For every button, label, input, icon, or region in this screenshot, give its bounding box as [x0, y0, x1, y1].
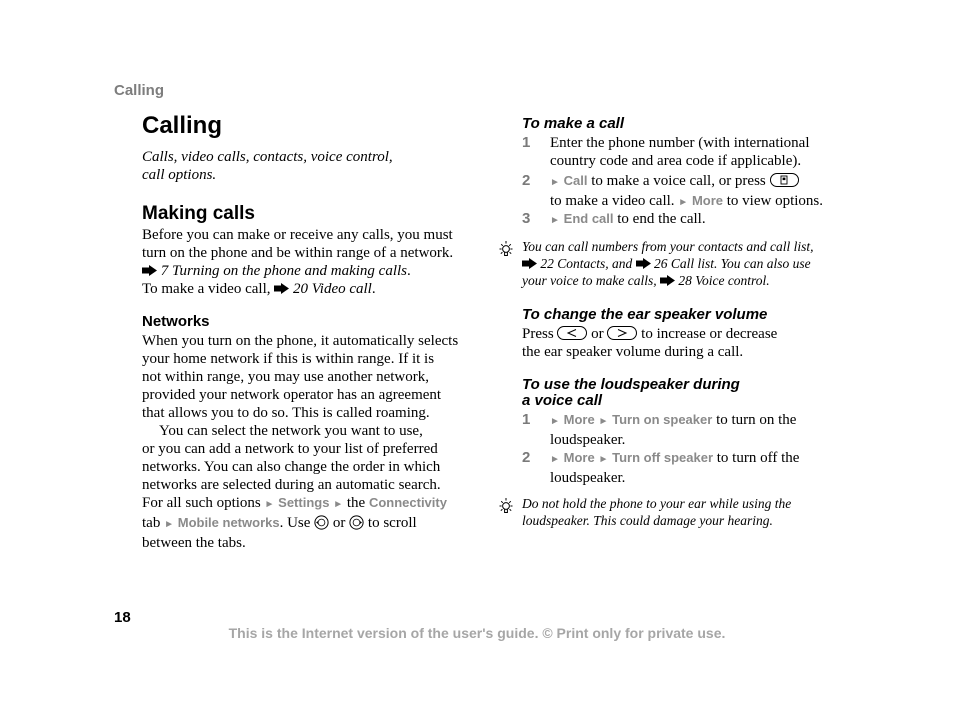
step-text	[550, 210, 850, 230]
heading-line: To use the loudspeaker during	[522, 376, 740, 393]
text-line: country code and area code if applicable).	[550, 153, 802, 169]
menu-path-arrow-icon: ►	[333, 499, 344, 510]
text-line: between the tabs.	[142, 535, 246, 551]
tip-lightbulb-icon	[497, 240, 515, 260]
text-span: to scroll	[367, 515, 417, 531]
text-line	[550, 192, 850, 212]
menu-item-turn-off-speaker: Turn off speaker	[612, 450, 714, 465]
menu-path-arrow-icon: ►	[598, 416, 609, 427]
text-line: To make a video call, 20 Video call.	[142, 281, 376, 297]
page-number: 18	[114, 609, 131, 626]
menu-item-more: More	[563, 450, 595, 465]
menu-item-end-call: End call	[563, 211, 614, 226]
text-span: You can select the network you want to use,	[159, 423, 423, 439]
step-text	[550, 134, 850, 170]
menu-path-arrow-icon: ►	[550, 177, 560, 188]
text-span: to increase or decrease	[641, 326, 778, 342]
text-line: provided your network operator has an agreement	[142, 387, 442, 403]
menu-path-arrow-icon: ►	[550, 215, 560, 226]
step-number: 1	[522, 134, 531, 151]
text-span: or	[591, 326, 604, 342]
tip-note	[522, 238, 862, 289]
section-heading-making-calls: Making calls	[142, 203, 255, 224]
subsection-heading-networks: Networks	[142, 313, 210, 330]
cross-reference[interactable]: 7 Turning on the phone and making calls.	[142, 262, 482, 280]
navigation-key-right-icon	[349, 515, 364, 530]
procedure-heading-make-call: To make a call	[522, 115, 624, 132]
reference-arrow-icon	[142, 265, 157, 276]
text-line	[550, 172, 850, 192]
text-line: turn on the phone and be within range of a network.	[142, 245, 454, 261]
reference-text[interactable]: 22 Contacts, and	[540, 256, 633, 271]
menu-path-arrow-icon: ►	[264, 499, 275, 510]
text-line: that allows you to do so. This is called roaming.	[142, 405, 430, 421]
menu-item-turn-on-speaker: Turn on speaker	[612, 412, 713, 427]
text-line: not within range, you may use another network,	[142, 369, 430, 385]
menu-path-arrow-icon: ►	[164, 519, 174, 530]
reference-arrow-icon	[274, 283, 289, 294]
text-span: or	[332, 515, 346, 531]
video-call-prefix: To make a video call,	[142, 281, 271, 297]
reference-text[interactable]: 28 Voice control.	[678, 273, 770, 288]
text-span: tab	[142, 515, 161, 531]
reference-text[interactable]: 26 Call list. You can also use	[654, 256, 811, 271]
menu-item-more: More	[691, 193, 724, 208]
text-span: Press	[522, 326, 554, 342]
text-line: your home network if this is within range. If it is	[142, 351, 435, 367]
text-line: networks are selected during an automatic search.	[142, 477, 441, 493]
text-line: networks. You can also change the order in which	[142, 459, 441, 475]
menu-path-arrow-icon: ►	[678, 197, 689, 208]
text-line	[142, 514, 482, 534]
menu-item-more: More	[563, 412, 595, 427]
heading-line: a voice call	[522, 392, 603, 409]
text-line: Do not hold the phone to your ear while using the	[522, 496, 792, 511]
menu-path-arrow-icon: ►	[598, 454, 609, 465]
text-line: loudspeaker. This could damage your hearing.	[522, 513, 773, 528]
text-span: to view options.	[726, 193, 824, 209]
text-span: to turn on the	[716, 412, 797, 428]
step-text	[550, 172, 850, 212]
text-span: your voice to make calls,	[522, 273, 657, 288]
text-line	[522, 272, 862, 289]
video-call-key-icon	[770, 173, 799, 187]
text-span: to make a video call.	[550, 193, 675, 209]
text-line	[550, 449, 850, 469]
menu-path-arrow-icon: ►	[550, 454, 560, 465]
footer-notice: This is the Internet version of the user's guide. © Print only for private use.	[228, 625, 726, 641]
menu-item-call: Call	[563, 173, 588, 188]
text-line: Enter the phone number (with international	[550, 135, 810, 151]
reference-arrow-icon	[636, 258, 651, 269]
ear-volume-text	[522, 325, 862, 361]
procedure-heading-loudspeaker	[522, 377, 740, 409]
text-line	[522, 325, 862, 343]
reference-text: 7 Turning on the phone and making calls	[160, 263, 407, 279]
text-span: . Use	[279, 515, 311, 531]
procedure-heading-ear-volume: To change the ear speaker volume	[522, 306, 768, 323]
text-line: loudspeaker.	[550, 432, 626, 448]
making-calls-text	[142, 226, 482, 298]
navigation-key-left-icon	[314, 515, 329, 530]
menu-item-settings: Settings	[278, 495, 330, 510]
menu-path-arrow-icon: ►	[550, 416, 560, 427]
reference-arrow-icon	[660, 275, 675, 286]
chapter-summary	[142, 148, 442, 184]
text-line: loudspeaker.	[550, 470, 626, 486]
text-line: When you turn on the phone, it automatically selects	[142, 333, 459, 349]
volume-down-key-icon	[557, 326, 587, 340]
menu-item-mobile-networks: Mobile networks	[177, 515, 280, 530]
text-line	[142, 422, 482, 440]
tip-note	[522, 495, 862, 529]
networks-text	[142, 332, 482, 552]
text-line	[142, 494, 482, 514]
page-title: Calling	[142, 112, 223, 139]
text-span: to end the call.	[617, 211, 706, 227]
step-number: 3	[522, 210, 531, 227]
text-line: You can call numbers from your contacts and call list,	[522, 239, 814, 254]
text-line: the ear speaker volume during a call.	[522, 344, 744, 360]
summary-line: Calls, video calls, contacts, voice control,	[142, 149, 393, 165]
volume-up-key-icon	[607, 326, 637, 340]
tip-lightbulb-icon	[497, 497, 515, 517]
step-number: 2	[522, 172, 531, 189]
text-span: to make a voice call, or press	[591, 173, 766, 189]
text-line: or you can add a network to your list of preferred	[142, 441, 438, 457]
text-line	[550, 411, 850, 431]
reference-arrow-icon	[522, 258, 537, 269]
step-text	[550, 411, 850, 449]
step-text	[550, 449, 850, 487]
step-number: 1	[522, 411, 531, 428]
text-span: to turn off the	[716, 450, 800, 466]
text-line: Before you can make or receive any calls, you must	[142, 227, 453, 243]
text-span: For all such options	[142, 495, 261, 511]
text-line	[522, 255, 862, 272]
text-span: the	[346, 495, 366, 511]
reference-text[interactable]: 20 Video call	[292, 281, 372, 297]
step-number: 2	[522, 449, 531, 466]
menu-item-connectivity: Connectivity	[368, 495, 447, 510]
summary-line: call options.	[142, 167, 217, 183]
running-head: Calling	[114, 82, 165, 99]
